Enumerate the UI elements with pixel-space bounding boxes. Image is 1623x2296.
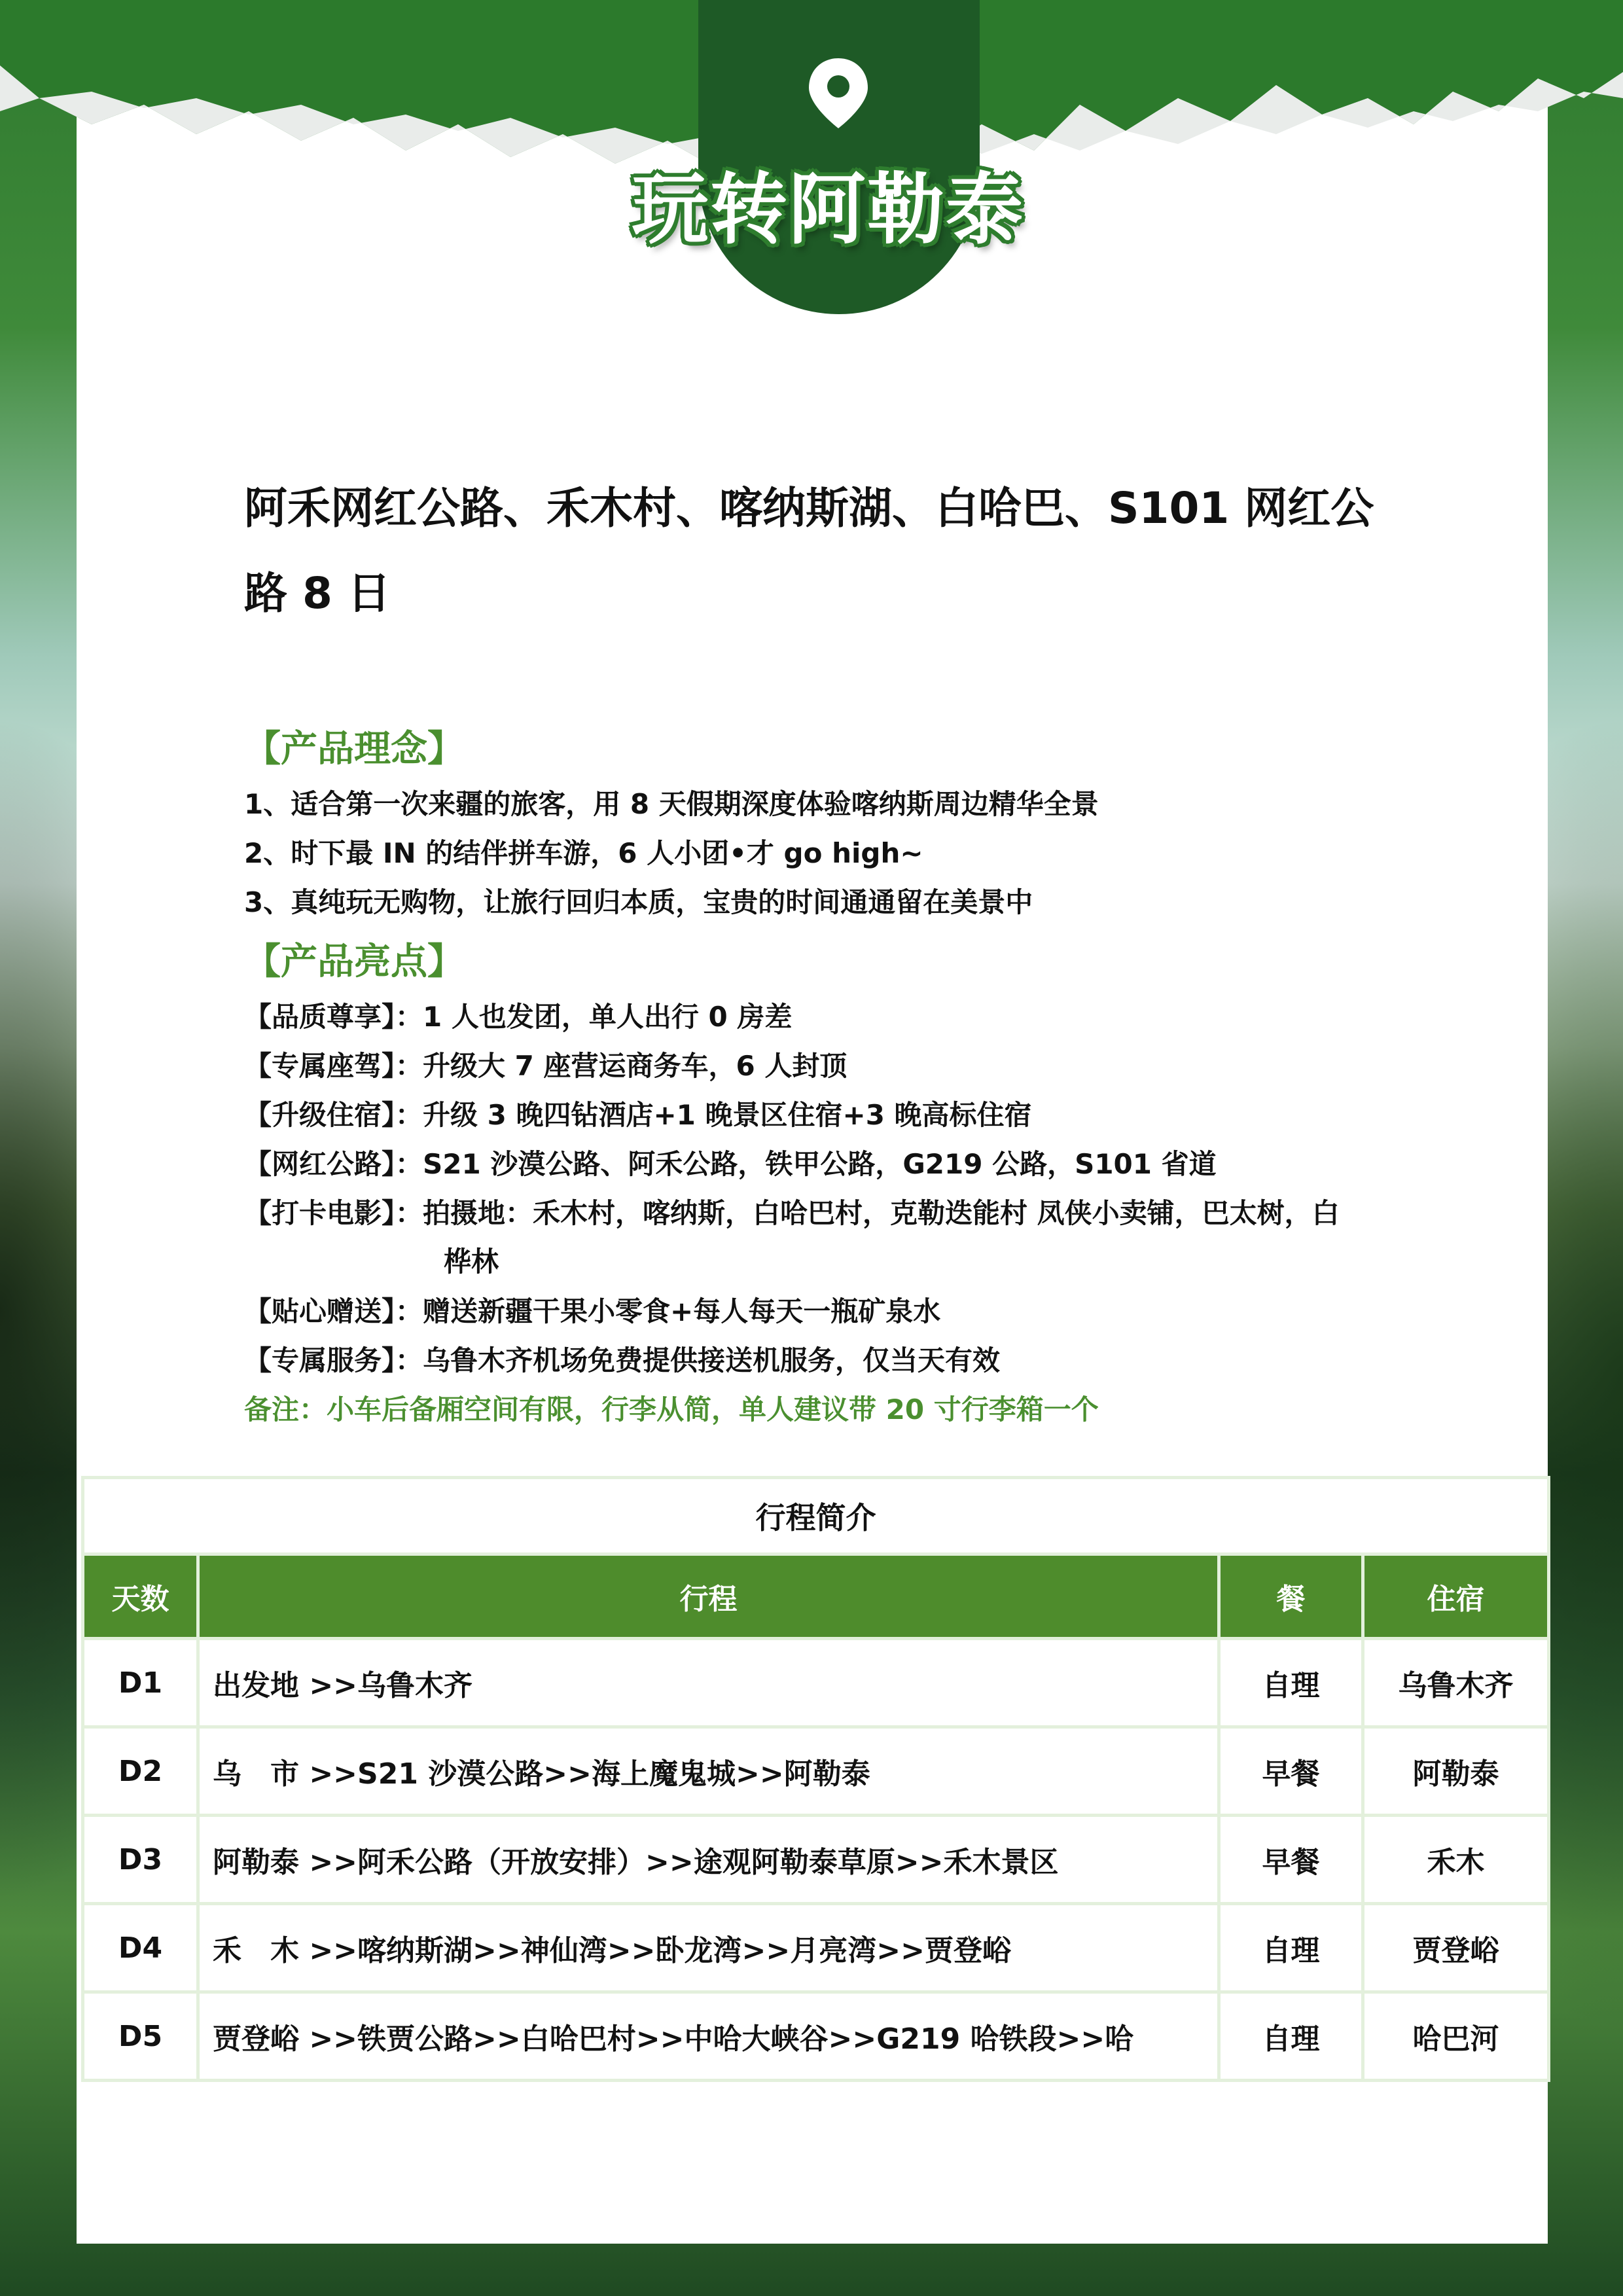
header-stay: 住宿: [1363, 1554, 1549, 1639]
highlight-item: 【专属座驾】：升级大 7 座营运商务车，6 人封顶: [244, 1050, 847, 1082]
meal-cell: 早餐: [1219, 1727, 1363, 1816]
stay-cell: 哈巴河: [1363, 1992, 1549, 2081]
table-row: [83, 1816, 1549, 1904]
header-route: 行程: [198, 1554, 1219, 1639]
header-meal: 餐: [1219, 1554, 1363, 1639]
stay-cell: 贾登峪: [1363, 1904, 1549, 1992]
document-title: 阿禾网红公路、禾木村、喀纳斯湖、白哈巴、S101 网红公路 8 日: [244, 483, 1374, 619]
stay-cell: 禾木: [1363, 1816, 1549, 1904]
table-row: [83, 1639, 1549, 1727]
highlight-item: 【专属服务】：乌鲁木齐机场免费提供接送机服务，仅当天有效: [244, 1344, 1001, 1376]
meal-cell: 早餐: [1219, 1816, 1363, 1904]
stay-cell: 乌鲁木齐: [1363, 1639, 1549, 1727]
route-cell: 出发地 >>乌鲁木齐: [198, 1639, 1219, 1727]
stay-cell: 阿勒泰: [1363, 1727, 1549, 1816]
concept-item: 3、真纯玩无购物，让旅行回归本质，宝贵的时间通通留在美景中: [244, 886, 1033, 918]
film-line-1: 【打卡电影】：拍摄地：禾木村，喀纳斯，白哈巴村，克勒迭能村 凤侠小卖铺，巴太树，白: [244, 1197, 1340, 1229]
itinerary-caption: 行程简介: [83, 1478, 1549, 1554]
table-row: [83, 1904, 1549, 1992]
film-line-2: 桦林: [444, 1246, 499, 1278]
meal-cell: 自理: [1219, 1639, 1363, 1727]
day-cell: D3: [83, 1816, 198, 1904]
day-cell: D4: [83, 1904, 198, 1992]
highlight-item: 【品质尊享】：1 人也发团，单人出行 0 房差: [244, 1001, 793, 1033]
table-row: [83, 1992, 1549, 2081]
header-day: 天数: [83, 1554, 198, 1639]
meal-cell: 自理: [1219, 1992, 1363, 2081]
highlight-item: 【贴心赠送】：赠送新疆干果小零食+每人每天一瓶矿泉水: [244, 1295, 941, 1327]
concept-item: 1、适合第一次来疆的旅客，用 8 天假期深度体验喀纳斯周边精华全景: [244, 788, 1099, 820]
route-cell: 乌 市 >>S21 沙漠公路>>海上魔鬼城>>阿勒泰: [198, 1727, 1219, 1816]
concept-heading: 【产品理念】: [244, 728, 464, 770]
route-cell: 贾登峪 >>铁贾公路>>白哈巴村>>中哈大峡谷>>G219 哈铁段>>哈: [198, 1992, 1219, 2081]
banner-title: 玩转阿勒泰: [631, 164, 1024, 255]
concept-item: 2、时下最 IN 的结伴拼车游，6 人小团•才 go high~: [244, 837, 923, 869]
day-cell: D2: [83, 1727, 198, 1816]
meal-cell: 自理: [1219, 1904, 1363, 1992]
route-cell: 阿勒泰 >>阿禾公路（开放安排）>>途观阿勒泰草原>>禾木景区: [198, 1816, 1219, 1904]
highlights-heading: 【产品亮点】: [244, 941, 464, 983]
day-cell: D1: [83, 1639, 198, 1727]
luggage-note: 备注：小车后备厢空间有限，行李从简，单人建议带 20 寸行李箱一个: [244, 1393, 1099, 1426]
table-row: [83, 1727, 1549, 1816]
highlight-item: 【升级住宿】：升级 3 晚四钻酒店+1 晚景区住宿+3 晚高标住宿: [244, 1099, 1032, 1131]
route-cell: 禾 木 >>喀纳斯湖>>神仙湾>>卧龙湾>>月亮湾>>贾登峪: [198, 1904, 1219, 1992]
day-cell: D5: [83, 1992, 198, 2081]
highlight-item-film: [244, 1189, 1389, 1286]
highlight-item: 【网红公路】：S21 沙漠公路、阿禾公路，铁甲公路，G219 公路，S101 省道: [244, 1148, 1217, 1180]
itinerary-table: [81, 1476, 1550, 2082]
location-pin-icon: [802, 55, 874, 134]
